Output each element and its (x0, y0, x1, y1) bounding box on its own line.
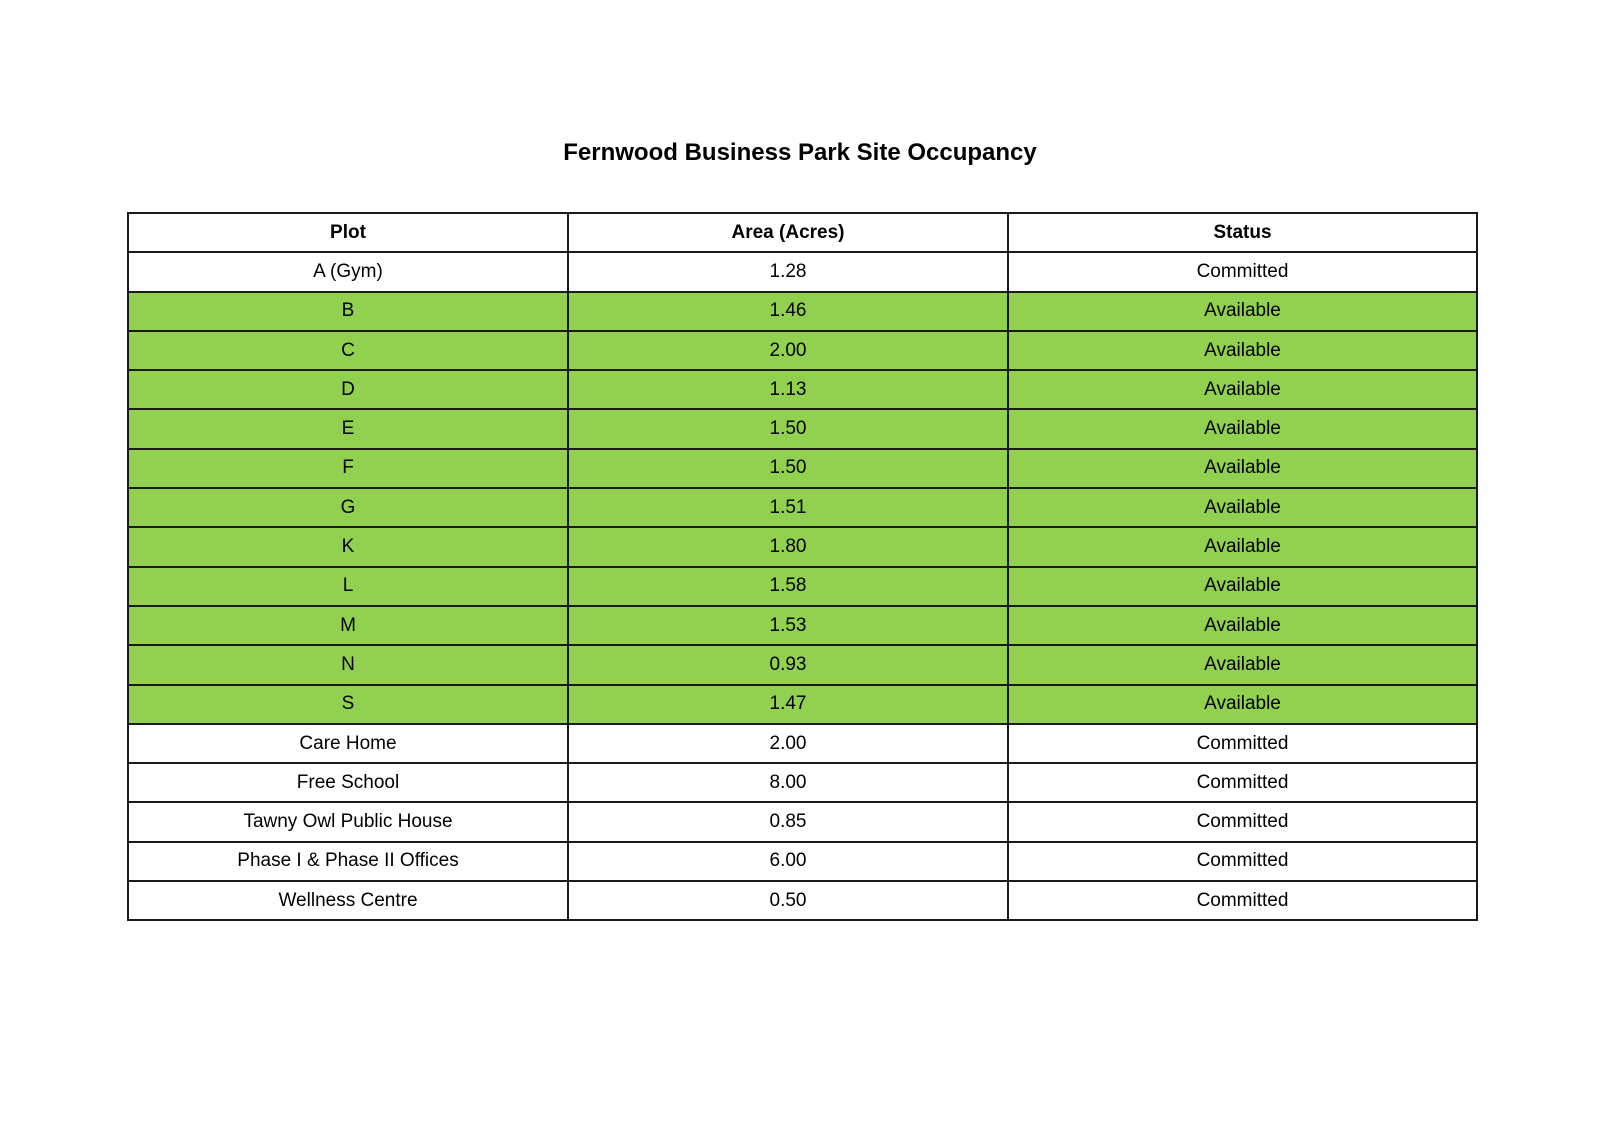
table-row (128, 724, 1477, 763)
plot-cell: Wellness Centre (128, 881, 568, 920)
area-cell: 0.85 (568, 802, 1008, 841)
area-cell: 1.50 (568, 449, 1008, 488)
area-cell: 2.00 (568, 331, 1008, 370)
table-row (128, 763, 1477, 802)
status-cell: Committed (1008, 763, 1477, 802)
plot-cell: G (128, 488, 568, 527)
area-cell: 6.00 (568, 842, 1008, 881)
area-cell: 0.50 (568, 881, 1008, 920)
area-cell: 1.80 (568, 527, 1008, 566)
table-row (128, 409, 1477, 448)
table-row (128, 252, 1477, 291)
table-row (128, 331, 1477, 370)
plot-cell: C (128, 331, 568, 370)
area-cell: 1.46 (568, 292, 1008, 331)
plot-cell: E (128, 409, 568, 448)
area-cell: 1.50 (568, 409, 1008, 448)
status-cell: Committed (1008, 252, 1477, 291)
column-header-plot: Plot (128, 213, 568, 252)
table-row (128, 802, 1477, 841)
site-occupancy-table (127, 212, 1478, 921)
status-cell: Committed (1008, 802, 1477, 841)
table-row (128, 567, 1477, 606)
plot-cell: F (128, 449, 568, 488)
plot-cell: K (128, 527, 568, 566)
status-cell: Available (1008, 606, 1477, 645)
area-cell: 1.58 (568, 567, 1008, 606)
table-row (128, 370, 1477, 409)
area-cell: 1.47 (568, 685, 1008, 724)
area-cell: 0.93 (568, 645, 1008, 684)
column-header-area: Area (Acres) (568, 213, 1008, 252)
status-cell: Available (1008, 409, 1477, 448)
area-cell: 1.53 (568, 606, 1008, 645)
plot-cell: D (128, 370, 568, 409)
status-cell: Available (1008, 292, 1477, 331)
table-row (128, 527, 1477, 566)
area-cell: 1.51 (568, 488, 1008, 527)
status-cell: Committed (1008, 881, 1477, 920)
page-title: Fernwood Business Park Site Occupancy (563, 139, 1037, 166)
plot-cell: S (128, 685, 568, 724)
plot-cell: Phase I & Phase II Offices (128, 842, 568, 881)
plot-cell: Tawny Owl Public House (128, 802, 568, 841)
status-cell: Available (1008, 449, 1477, 488)
plot-cell: N (128, 645, 568, 684)
status-cell: Available (1008, 488, 1477, 527)
status-cell: Available (1008, 331, 1477, 370)
plot-cell: A (Gym) (128, 252, 568, 291)
table-row (128, 685, 1477, 724)
plot-cell: Free School (128, 763, 568, 802)
column-header-status: Status (1008, 213, 1477, 252)
status-cell: Committed (1008, 724, 1477, 763)
plot-cell: Care Home (128, 724, 568, 763)
table-row (128, 881, 1477, 920)
table-row (128, 449, 1477, 488)
plot-cell: L (128, 567, 568, 606)
area-cell: 1.13 (568, 370, 1008, 409)
table-row (128, 645, 1477, 684)
area-cell: 1.28 (568, 252, 1008, 291)
status-cell: Committed (1008, 842, 1477, 881)
status-cell: Available (1008, 370, 1477, 409)
plot-cell: M (128, 606, 568, 645)
status-cell: Available (1008, 645, 1477, 684)
plot-cell: B (128, 292, 568, 331)
table-row (128, 606, 1477, 645)
status-cell: Available (1008, 567, 1477, 606)
table-row (128, 488, 1477, 527)
table-header-row (128, 213, 1477, 252)
table-row (128, 292, 1477, 331)
table-row (128, 842, 1477, 881)
status-cell: Available (1008, 685, 1477, 724)
area-cell: 2.00 (568, 724, 1008, 763)
area-cell: 8.00 (568, 763, 1008, 802)
status-cell: Available (1008, 527, 1477, 566)
